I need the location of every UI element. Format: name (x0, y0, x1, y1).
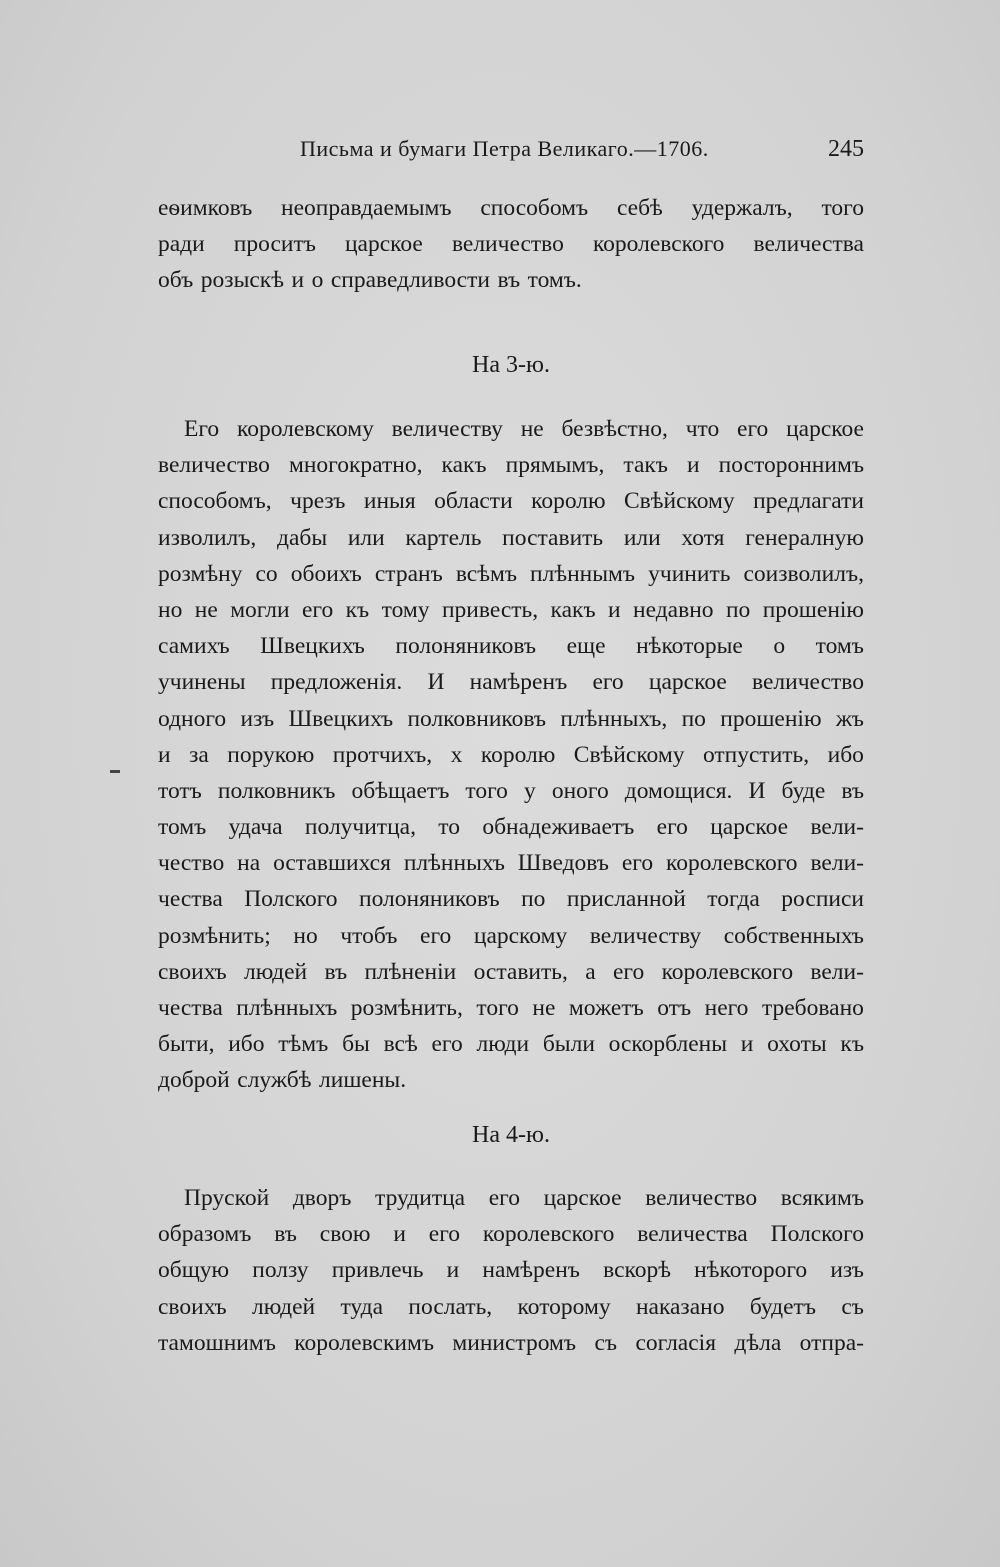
text-line (158, 190, 864, 226)
word: прошенію (762, 596, 864, 623)
word: королевскому (236, 416, 374, 442)
word: буде (781, 777, 826, 804)
word: королевского (592, 231, 725, 258)
word: поставить (502, 524, 604, 551)
word: тамошнимъ (158, 1329, 276, 1356)
word: домощися. (624, 777, 733, 804)
word: предлагати (753, 488, 864, 515)
word: его (428, 1221, 461, 1248)
word: недавно (633, 596, 714, 623)
page-number: 245 (828, 136, 864, 162)
text-line (158, 447, 864, 483)
word: тѣмъ (278, 1031, 329, 1058)
word: чества (158, 886, 223, 913)
word: его (737, 416, 769, 442)
word: на (237, 850, 261, 877)
word: розмѣнить, (350, 995, 463, 1021)
word: постороннимъ (718, 452, 864, 479)
word: обоихъ (290, 560, 362, 587)
word: плѣнныхъ, (560, 705, 668, 732)
text-line (158, 1216, 864, 1252)
text-line (158, 918, 864, 954)
word: всякимъ (780, 1185, 864, 1211)
word: изволилъ, (158, 524, 257, 551)
word: Швецкихъ (260, 633, 365, 660)
word: и (446, 1257, 460, 1284)
word: тотъ (158, 777, 202, 804)
word: объ (158, 267, 194, 294)
word: своихъ (158, 1293, 227, 1320)
word: полковникъ (217, 777, 336, 804)
text-line (158, 990, 864, 1026)
word: области (434, 488, 513, 515)
word: какъ (550, 596, 596, 623)
word: съ (594, 1329, 618, 1356)
text-line (158, 1180, 864, 1216)
word: Полского (770, 1221, 864, 1248)
word: величества (753, 231, 864, 258)
word: за (189, 741, 209, 768)
word: королевского (666, 850, 798, 877)
word: странъ (374, 560, 443, 587)
word: у (524, 777, 536, 804)
word: будетъ (749, 1293, 816, 1320)
word: И (748, 777, 766, 804)
text-line (158, 628, 864, 664)
word: со (255, 560, 278, 587)
word: получитца, (304, 814, 416, 841)
word: по (521, 886, 546, 913)
word: общую (158, 1257, 230, 1284)
text-line (158, 1026, 864, 1062)
word: розмѣнить; (158, 922, 271, 949)
word: полоняниковъ (395, 633, 537, 660)
word: его (592, 669, 624, 696)
word: или (347, 524, 385, 551)
word: его (420, 922, 452, 949)
word: отъ (657, 995, 692, 1021)
word: которому (517, 1293, 611, 1320)
word: можетъ (568, 995, 644, 1021)
word: наказано (635, 1293, 725, 1320)
word: королевского (482, 1221, 615, 1248)
word: дворъ (292, 1185, 352, 1211)
word: бы (342, 1031, 370, 1058)
word: королю (531, 488, 606, 515)
page-header (158, 132, 864, 168)
word: не (532, 995, 556, 1021)
word: самихъ (158, 633, 230, 660)
word: способомъ (480, 195, 589, 221)
word: и (291, 267, 305, 294)
word: одного (158, 705, 227, 732)
word: полковниковъ (407, 705, 547, 732)
text-line (158, 737, 864, 773)
word: плѣнныхъ (236, 995, 338, 1021)
word: полоняниковъ (359, 886, 500, 913)
word: И (427, 669, 445, 696)
word: ибо (228, 1031, 265, 1058)
word: дѣла (734, 1329, 782, 1356)
word: предложенія. (270, 669, 403, 696)
word: его (656, 814, 688, 841)
word: какъ (441, 452, 487, 479)
word: людей (244, 958, 308, 985)
text-line (158, 520, 864, 556)
section-3-paragraph (158, 411, 864, 1099)
margin-mark (110, 770, 120, 773)
word: о (311, 267, 324, 294)
word: быти, (158, 1031, 215, 1058)
word: королю (480, 741, 556, 768)
word: чтобъ (340, 922, 398, 949)
word: плѣннымъ (530, 560, 636, 587)
word: соизволилъ, (743, 560, 864, 587)
word: царское (710, 814, 789, 841)
word: такъ (623, 452, 668, 479)
word: королевского (661, 958, 794, 985)
word: царское (543, 1185, 622, 1211)
word: Его (184, 416, 220, 442)
word: къ (345, 596, 370, 623)
word: людей (252, 1293, 316, 1320)
word: росписи (781, 886, 864, 913)
word: проситъ (233, 231, 316, 258)
word: ползу (252, 1257, 309, 1284)
word: величество (158, 452, 270, 479)
word: собственныхъ (723, 922, 864, 949)
word: охоты (767, 1031, 827, 1058)
word: обѣщаетъ (351, 777, 450, 804)
word: величество (451, 231, 564, 258)
word: Швецкихъ (288, 705, 394, 732)
word: королевскимъ (294, 1329, 435, 1356)
word: въ (274, 1221, 297, 1248)
word: прошенію (720, 705, 822, 732)
word: и (687, 452, 700, 479)
word: своихъ (158, 958, 227, 985)
word: изъ (830, 1257, 864, 1284)
word: чество (158, 850, 225, 877)
word: царское (648, 669, 727, 696)
word: него (704, 995, 749, 1021)
word: и (608, 596, 621, 623)
word: что (685, 416, 720, 442)
text-line (158, 592, 864, 628)
word: оставить, (473, 958, 568, 985)
word: вели- (810, 850, 864, 877)
word: х (450, 741, 463, 768)
word: его (301, 596, 334, 623)
word: розмѣну (158, 560, 243, 587)
text-line (158, 1289, 864, 1325)
word: величество (645, 1185, 758, 1211)
word: согласія (635, 1329, 717, 1356)
word: люди (476, 1031, 530, 1058)
word: требовано (761, 995, 864, 1021)
word: привесть, (441, 596, 539, 623)
word: того (465, 777, 508, 804)
word: присланной (566, 886, 686, 913)
word: плѣненіи (364, 958, 457, 985)
word: протчихъ, (332, 741, 433, 768)
word: намѣренъ (469, 669, 568, 696)
text-line (158, 226, 864, 262)
text-line (158, 411, 864, 447)
text-line (158, 1252, 864, 1288)
word: въ (324, 958, 348, 985)
word: были (542, 1031, 595, 1058)
text-line (158, 556, 864, 592)
word: вели- (810, 814, 864, 841)
word: Шведовъ (517, 850, 609, 877)
running-title: Письма и бумаги Петра Великаго.—1706. (300, 136, 709, 161)
word: всѣмъ (455, 560, 517, 587)
word: привлечь (331, 1257, 424, 1284)
word: а (585, 958, 596, 985)
section-heading-4: На 4-ю. (472, 1122, 550, 1148)
word: и (158, 741, 171, 768)
word: оскорблены (608, 1031, 728, 1058)
word: послать, (408, 1293, 493, 1320)
word: по (681, 705, 706, 732)
word: многократно, (288, 452, 423, 479)
word: и (393, 1221, 406, 1248)
word: иныя (363, 488, 416, 515)
word: въ (841, 777, 864, 804)
word: трудитца (375, 1185, 466, 1211)
word: и (740, 1031, 754, 1058)
word: изъ (240, 705, 275, 732)
text-line (158, 773, 864, 809)
word: Полского (244, 886, 338, 913)
word: его (621, 850, 654, 877)
word: царское (344, 231, 423, 258)
word: его (488, 1185, 520, 1211)
word: чрезъ (290, 488, 346, 515)
word: тому (381, 596, 430, 623)
word: всѣ (383, 1031, 418, 1058)
word: о (773, 633, 786, 660)
word: отпустить, (702, 741, 810, 768)
continuation-paragraph (158, 190, 864, 299)
text-line (158, 262, 864, 298)
word: вскорѣ (603, 1257, 671, 1284)
word: удача (228, 814, 283, 841)
text-line (158, 809, 864, 845)
word: порукою (227, 741, 315, 768)
word: розыскѣ (200, 267, 284, 294)
word: неоправдаемымъ (281, 195, 452, 221)
word: себѣ (616, 195, 663, 221)
word: намѣренъ (482, 1257, 580, 1284)
word: съ (841, 1293, 864, 1320)
word: не (520, 416, 544, 442)
word: или (623, 524, 661, 551)
section-heading-3: На 3-ю. (472, 352, 550, 378)
word: справедливости (330, 267, 490, 294)
word: чества (158, 995, 223, 1021)
word: картель (405, 524, 482, 551)
word: въ (497, 267, 521, 294)
word: учинены (158, 669, 246, 696)
word: но (158, 596, 183, 623)
word: еѳимковъ (158, 195, 253, 221)
word: доброй (158, 1067, 230, 1094)
word: министромъ (452, 1329, 577, 1356)
word: то (438, 814, 461, 841)
word: томъ. (527, 267, 582, 294)
word: безвѣстно, (561, 416, 668, 442)
word: его (431, 1031, 463, 1058)
word: тогда (707, 886, 760, 913)
text-line (158, 845, 864, 881)
word: службѣ (237, 1067, 312, 1094)
word: не (194, 596, 218, 623)
word: величества (637, 1221, 748, 1248)
text-line (158, 664, 864, 700)
word: томъ (815, 633, 864, 660)
word: оставшихся (273, 850, 391, 877)
text-line (158, 1325, 864, 1361)
word: величеству (391, 416, 503, 442)
word: жъ (835, 705, 864, 732)
text-line (158, 881, 864, 917)
word: генералную (745, 524, 864, 551)
word: нѣкоторые (636, 633, 743, 660)
section-4-paragraph (158, 1180, 864, 1361)
word: Пруской (184, 1185, 270, 1211)
word: учинить (648, 560, 731, 587)
word: вели- (810, 958, 864, 985)
word: ибо (827, 741, 864, 768)
word: оного (551, 777, 609, 804)
text-line (158, 701, 864, 737)
text-line (158, 483, 864, 519)
word: лишены. (319, 1067, 407, 1094)
word: прямымъ, (505, 452, 605, 479)
word: того (821, 195, 864, 221)
word: того (476, 995, 519, 1021)
word: хотя (681, 524, 725, 551)
text-line (158, 1062, 864, 1098)
word: но (293, 922, 318, 949)
word: дабы (276, 524, 328, 551)
word: царское (786, 416, 864, 442)
word: царскому (473, 922, 568, 949)
word: по (725, 596, 751, 623)
word: его (613, 958, 645, 985)
word: томъ (158, 814, 207, 841)
word: образомъ (158, 1221, 252, 1248)
word: нѣкоторого (694, 1257, 808, 1284)
word: еще (566, 633, 606, 660)
word: Свѣйскому (623, 488, 735, 515)
word: свою (319, 1221, 371, 1248)
word: обнадеживаетъ (482, 814, 635, 841)
word: плѣнныхъ (403, 850, 505, 877)
word: величеству (589, 922, 702, 949)
word: отпра- (799, 1329, 864, 1356)
text-line (158, 954, 864, 990)
word: удержалъ, (691, 195, 793, 221)
word: къ (840, 1031, 864, 1058)
word: ради (158, 231, 205, 258)
word: могли (230, 596, 290, 623)
word: Свѣйскому (573, 741, 685, 768)
word: туда (340, 1293, 384, 1320)
word: способомъ, (158, 488, 272, 515)
word: величество (752, 669, 864, 696)
